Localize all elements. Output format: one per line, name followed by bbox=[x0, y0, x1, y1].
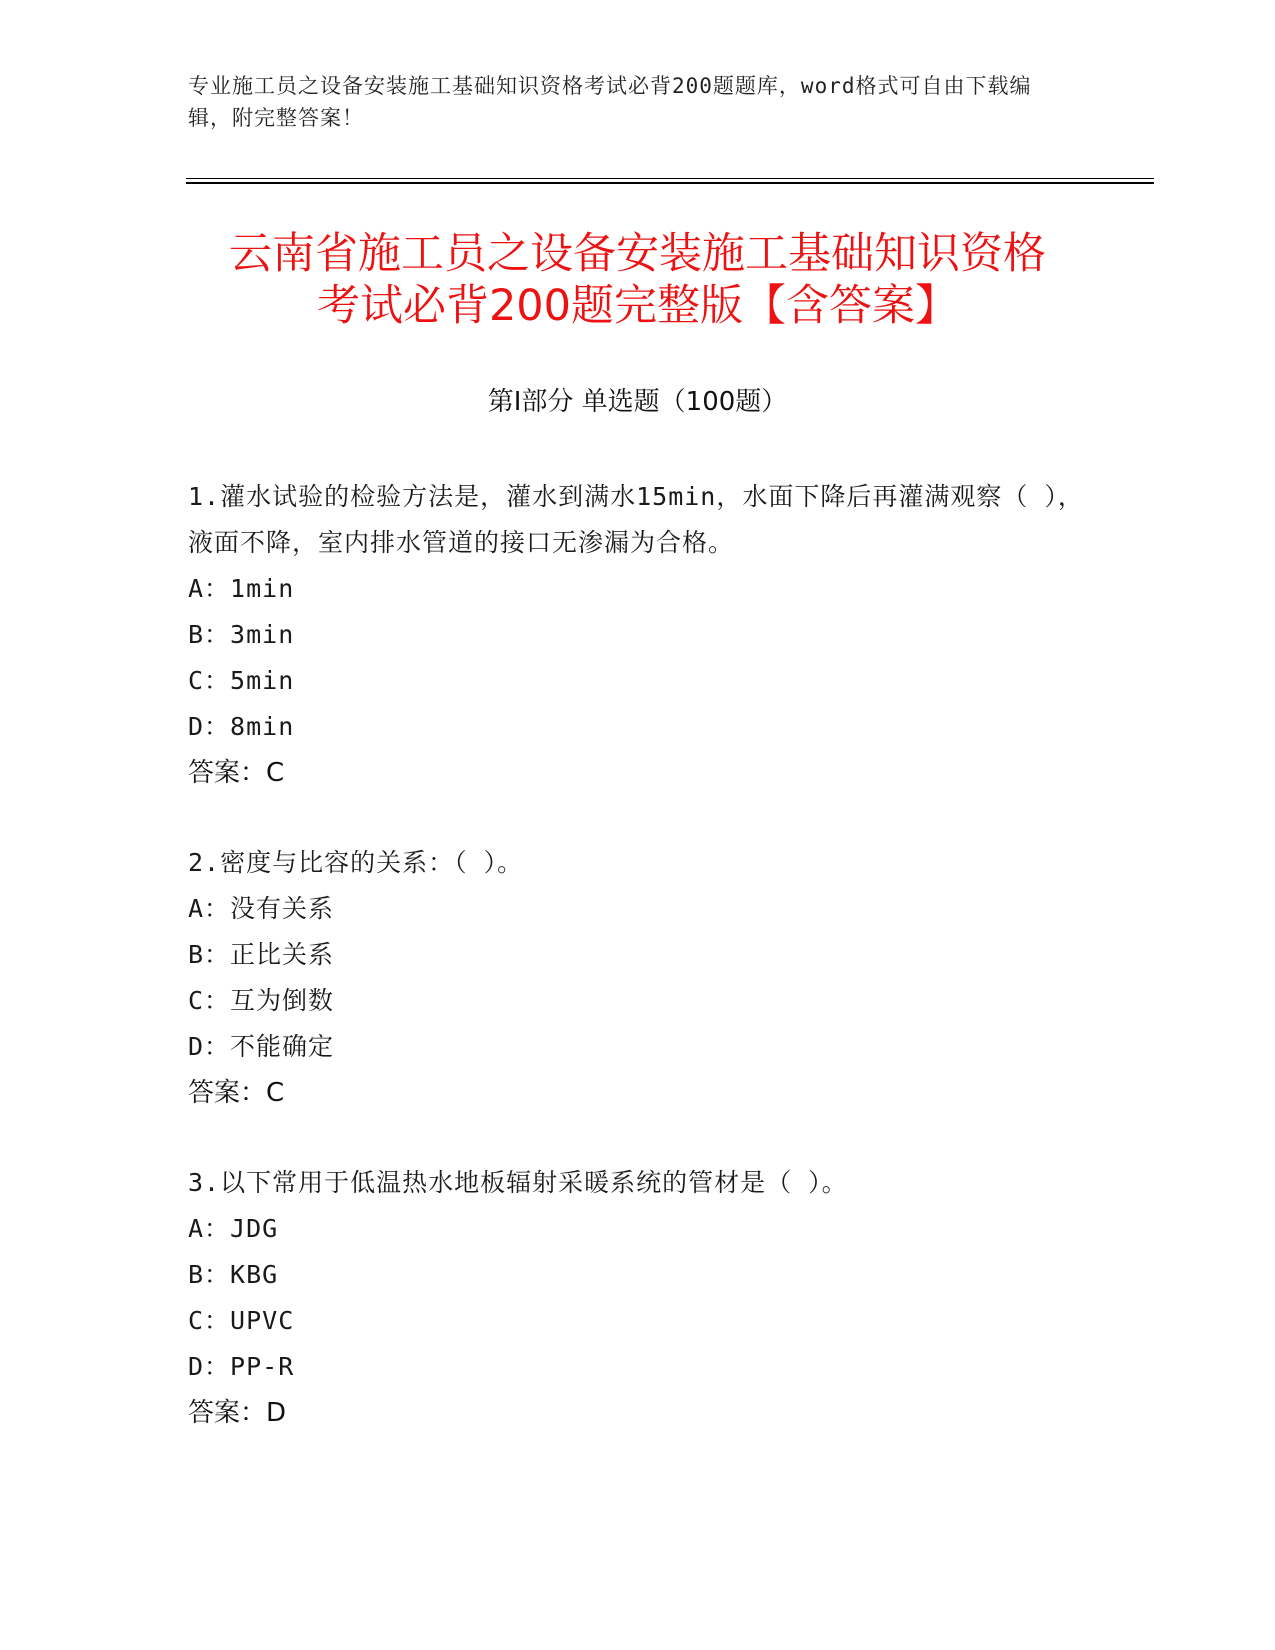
option-b: B：正比关系 bbox=[188, 940, 335, 969]
document-title-line-1: 云南省施工员之设备安装施工基础知识资格 bbox=[229, 229, 1046, 279]
option-a: A：JDG bbox=[188, 1214, 279, 1243]
document-title bbox=[150, 228, 1125, 332]
header-note: 专业施工员之设备安装施工基础知识资格考试必背200题题库，word格式可自由下载编辑，附完整答案！ bbox=[188, 74, 1032, 130]
option-d: D：PP-R bbox=[188, 1352, 295, 1381]
answer: 答案：D bbox=[188, 1398, 287, 1428]
option-c: C：5min bbox=[188, 666, 295, 695]
answer: 答案：C bbox=[188, 1078, 285, 1108]
option-c: C：UPVC bbox=[188, 1306, 295, 1335]
option-c: C：互为倒数 bbox=[188, 986, 335, 1015]
option-d: D：不能确定 bbox=[188, 1032, 335, 1061]
option-a: A：没有关系 bbox=[188, 894, 335, 923]
question-1 bbox=[188, 474, 1088, 796]
question-stem: 2.密度与比容的关系：（ ）。 bbox=[188, 848, 524, 877]
option-d: D：8min bbox=[188, 712, 295, 741]
document-title-line-2: 考试必背200题完整版【含答案】 bbox=[316, 281, 959, 331]
question-stem: 3.以下常用于低温热水地板辐射采暖系统的管材是（ ）。 bbox=[188, 1168, 848, 1197]
header-divider-thick bbox=[186, 182, 1154, 184]
question-2 bbox=[188, 840, 1088, 1116]
question-3 bbox=[188, 1160, 1088, 1436]
option-a: A：1min bbox=[188, 574, 295, 603]
question-list bbox=[188, 474, 1088, 1480]
header-divider-thin bbox=[186, 178, 1154, 179]
section-heading: 第Ⅰ部分 单选题（100题） bbox=[487, 387, 788, 417]
question-stem: 1.灌水试验的检验方法是，灌水到满水15min，水面下降后再灌满观察（ ），液面不降，室内排水管道的接口无渗漏为合格。 bbox=[188, 482, 1084, 557]
option-b: B：3min bbox=[188, 620, 295, 649]
option-b: B：KBG bbox=[188, 1260, 279, 1289]
answer: 答案：C bbox=[188, 758, 285, 788]
